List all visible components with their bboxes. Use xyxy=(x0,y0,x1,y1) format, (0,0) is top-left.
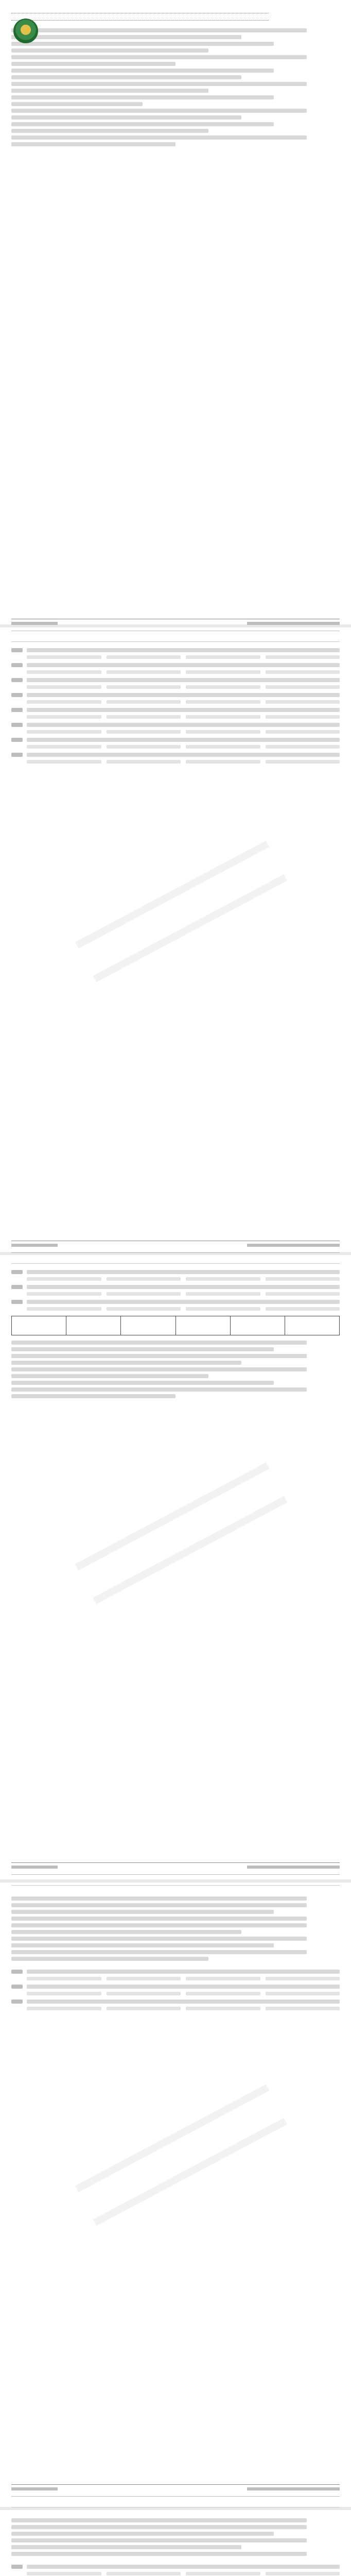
text-line xyxy=(11,42,274,46)
text-line xyxy=(11,2545,241,2549)
option xyxy=(27,700,101,704)
option xyxy=(107,745,181,749)
sheet-footer xyxy=(11,1241,340,1249)
question xyxy=(11,1300,340,1304)
question xyxy=(11,1985,340,1989)
option xyxy=(186,1277,260,1281)
word-box-cell xyxy=(66,1316,121,1335)
option xyxy=(107,685,181,689)
option xyxy=(107,670,181,674)
option xyxy=(27,1307,101,1311)
question-options xyxy=(27,2007,340,2010)
reading-passage xyxy=(11,2514,340,2561)
question-stem xyxy=(27,753,340,757)
question xyxy=(11,738,340,742)
running-header xyxy=(11,1256,340,1264)
text-line xyxy=(11,82,307,86)
option xyxy=(107,1292,181,1296)
text-line xyxy=(11,142,176,146)
question-options xyxy=(27,730,340,734)
watermark xyxy=(75,2084,287,2226)
option xyxy=(266,1307,340,1311)
option xyxy=(107,1277,181,1281)
sheet-2 xyxy=(11,631,340,1249)
question xyxy=(11,1970,340,1974)
text-line xyxy=(11,122,274,126)
text-line xyxy=(11,1341,307,1345)
text-line xyxy=(11,129,208,133)
question-options xyxy=(27,685,340,689)
text-line xyxy=(11,48,208,53)
question xyxy=(11,753,340,757)
option xyxy=(27,730,101,734)
text-line xyxy=(11,55,307,59)
text-line xyxy=(11,35,241,39)
question xyxy=(11,1999,340,2004)
text-line xyxy=(11,1394,176,1398)
option xyxy=(186,655,260,659)
footer-right xyxy=(247,1244,340,1247)
option xyxy=(107,730,181,734)
text-line xyxy=(11,89,208,93)
footer-left xyxy=(11,1866,58,1869)
question-options xyxy=(27,655,340,659)
option xyxy=(186,670,260,674)
question-number xyxy=(11,1285,23,1289)
question-stem xyxy=(27,1985,340,1989)
option xyxy=(186,745,260,749)
option xyxy=(107,1992,181,1995)
text-line xyxy=(11,1381,274,1385)
option xyxy=(107,2007,181,2010)
question-stem xyxy=(27,723,340,727)
class-line xyxy=(11,16,340,22)
option xyxy=(186,700,260,704)
question-number xyxy=(11,663,23,667)
option xyxy=(266,700,340,704)
option xyxy=(186,2572,260,2575)
option xyxy=(107,1977,181,1980)
word-box-cell xyxy=(285,1316,339,1335)
word-box-cell xyxy=(231,1316,285,1335)
question xyxy=(11,648,340,652)
option xyxy=(266,2572,340,2575)
option xyxy=(186,730,260,734)
sheet-5 xyxy=(11,2496,340,2576)
question-options xyxy=(27,1992,340,1995)
sheet-footer xyxy=(11,2484,340,2493)
question-number xyxy=(11,1985,23,1989)
question-stem xyxy=(27,1970,340,1974)
watermark xyxy=(75,1463,287,1604)
option xyxy=(27,1977,101,1980)
text-line xyxy=(11,1361,241,1365)
running-header xyxy=(11,1878,340,1886)
option xyxy=(266,655,340,659)
option xyxy=(186,685,260,689)
question xyxy=(11,1285,340,1289)
question-stem xyxy=(27,1300,340,1304)
option xyxy=(107,655,181,659)
question-stem xyxy=(27,1285,340,1289)
option xyxy=(186,760,260,764)
text-line xyxy=(11,115,241,120)
option xyxy=(266,685,340,689)
footer-right xyxy=(247,2487,340,2490)
watermark xyxy=(75,841,287,982)
question xyxy=(11,2565,340,2569)
text-line xyxy=(11,1937,307,1941)
question-stem xyxy=(27,693,340,697)
option xyxy=(186,1292,260,1296)
question-number xyxy=(11,2565,23,2569)
option xyxy=(266,745,340,749)
option xyxy=(266,760,340,764)
option xyxy=(186,1992,260,1995)
text-line xyxy=(11,2538,307,2543)
question-options xyxy=(27,1292,340,1296)
option xyxy=(266,715,340,719)
text-line xyxy=(11,1950,307,1954)
option xyxy=(27,1992,101,1995)
option xyxy=(27,655,101,659)
option xyxy=(266,730,340,734)
question xyxy=(11,1270,340,1274)
option xyxy=(186,2007,260,2010)
text-line xyxy=(11,1917,307,1921)
question-options xyxy=(27,1277,340,1281)
footer-left xyxy=(11,2487,58,2490)
option xyxy=(266,1992,340,1995)
text-line xyxy=(11,1387,307,1392)
option xyxy=(27,670,101,674)
text-line xyxy=(11,2552,307,2556)
option xyxy=(186,1307,260,1311)
question xyxy=(11,663,340,667)
option xyxy=(107,2572,181,2575)
text-line xyxy=(11,1896,307,1901)
question-stem xyxy=(27,1999,340,2004)
question-stem xyxy=(27,708,340,712)
option xyxy=(27,1277,101,1281)
sheet-4 xyxy=(11,1874,340,2493)
word-box-cell xyxy=(176,1316,231,1335)
question-number xyxy=(11,753,23,757)
text-line xyxy=(11,135,307,140)
option xyxy=(266,670,340,674)
question xyxy=(11,708,340,712)
footer-right xyxy=(247,622,340,625)
text-line xyxy=(11,1957,208,1961)
sheet-1 xyxy=(11,9,340,628)
option xyxy=(27,715,101,719)
option xyxy=(27,685,101,689)
option xyxy=(107,1307,181,1311)
text-line xyxy=(11,2532,274,2536)
question-options xyxy=(27,1307,340,1311)
question xyxy=(11,678,340,682)
word-box-cell xyxy=(12,1316,66,1335)
option xyxy=(266,1292,340,1296)
option xyxy=(27,760,101,764)
option xyxy=(266,2007,340,2010)
option xyxy=(27,2007,101,2010)
option xyxy=(186,715,260,719)
text-line xyxy=(11,1347,274,1351)
text-line xyxy=(11,69,274,73)
question-number xyxy=(11,708,23,712)
question-options xyxy=(27,715,340,719)
footer-left xyxy=(11,622,58,625)
question-number xyxy=(11,738,23,742)
option xyxy=(107,760,181,764)
word-box xyxy=(11,1316,340,1335)
running-header xyxy=(11,2500,340,2507)
text-line xyxy=(11,109,307,113)
text-line xyxy=(11,1943,274,1947)
text-line xyxy=(11,28,307,32)
question-number xyxy=(11,1970,23,1974)
footer-left xyxy=(11,1244,58,1247)
option xyxy=(266,1277,340,1281)
text-line xyxy=(11,75,241,79)
class-rule xyxy=(11,20,269,21)
question-options xyxy=(27,1977,340,1980)
option xyxy=(107,700,181,704)
question-number xyxy=(11,723,23,727)
question xyxy=(11,693,340,697)
text-line xyxy=(11,1910,274,1914)
question-number xyxy=(11,693,23,697)
text-line xyxy=(11,1903,307,1907)
text-line xyxy=(11,62,176,66)
text-line xyxy=(11,1367,307,1371)
text-line xyxy=(11,95,274,99)
option xyxy=(27,1292,101,1296)
question-number xyxy=(11,1999,23,2004)
option xyxy=(266,1977,340,1980)
question-stem xyxy=(27,648,340,652)
running-header xyxy=(11,634,340,642)
sheet-footer xyxy=(11,1862,340,1871)
sheet-footer xyxy=(11,619,340,628)
question-stem xyxy=(27,678,340,682)
option xyxy=(107,715,181,719)
option xyxy=(27,2572,101,2575)
text-line xyxy=(11,1374,208,1378)
question-stem xyxy=(27,2565,340,2569)
school-logo-icon xyxy=(13,19,38,43)
question-stem xyxy=(27,738,340,742)
question-options xyxy=(27,2572,340,2575)
text-line xyxy=(11,1354,307,1358)
sheet-3 xyxy=(11,1252,340,1871)
text-line xyxy=(11,102,143,106)
question-number xyxy=(11,678,23,682)
text-line xyxy=(11,1923,307,1927)
question xyxy=(11,723,340,727)
question-stem xyxy=(27,663,340,667)
text-line xyxy=(11,1930,241,1934)
question-options xyxy=(27,700,340,704)
reading-passage xyxy=(11,1892,340,1965)
question-number xyxy=(11,1300,23,1304)
word-box-cell xyxy=(121,1316,176,1335)
text-line xyxy=(11,2518,307,2522)
text-line xyxy=(11,2525,307,2529)
footer-right xyxy=(247,1866,340,1869)
question-number xyxy=(11,1270,23,1274)
question-number xyxy=(11,648,23,652)
option xyxy=(186,1977,260,1980)
question-stem xyxy=(27,1270,340,1274)
option xyxy=(27,745,101,749)
question-options xyxy=(27,670,340,674)
question-options xyxy=(27,760,340,764)
question-options xyxy=(27,745,340,749)
name-line xyxy=(11,9,340,15)
